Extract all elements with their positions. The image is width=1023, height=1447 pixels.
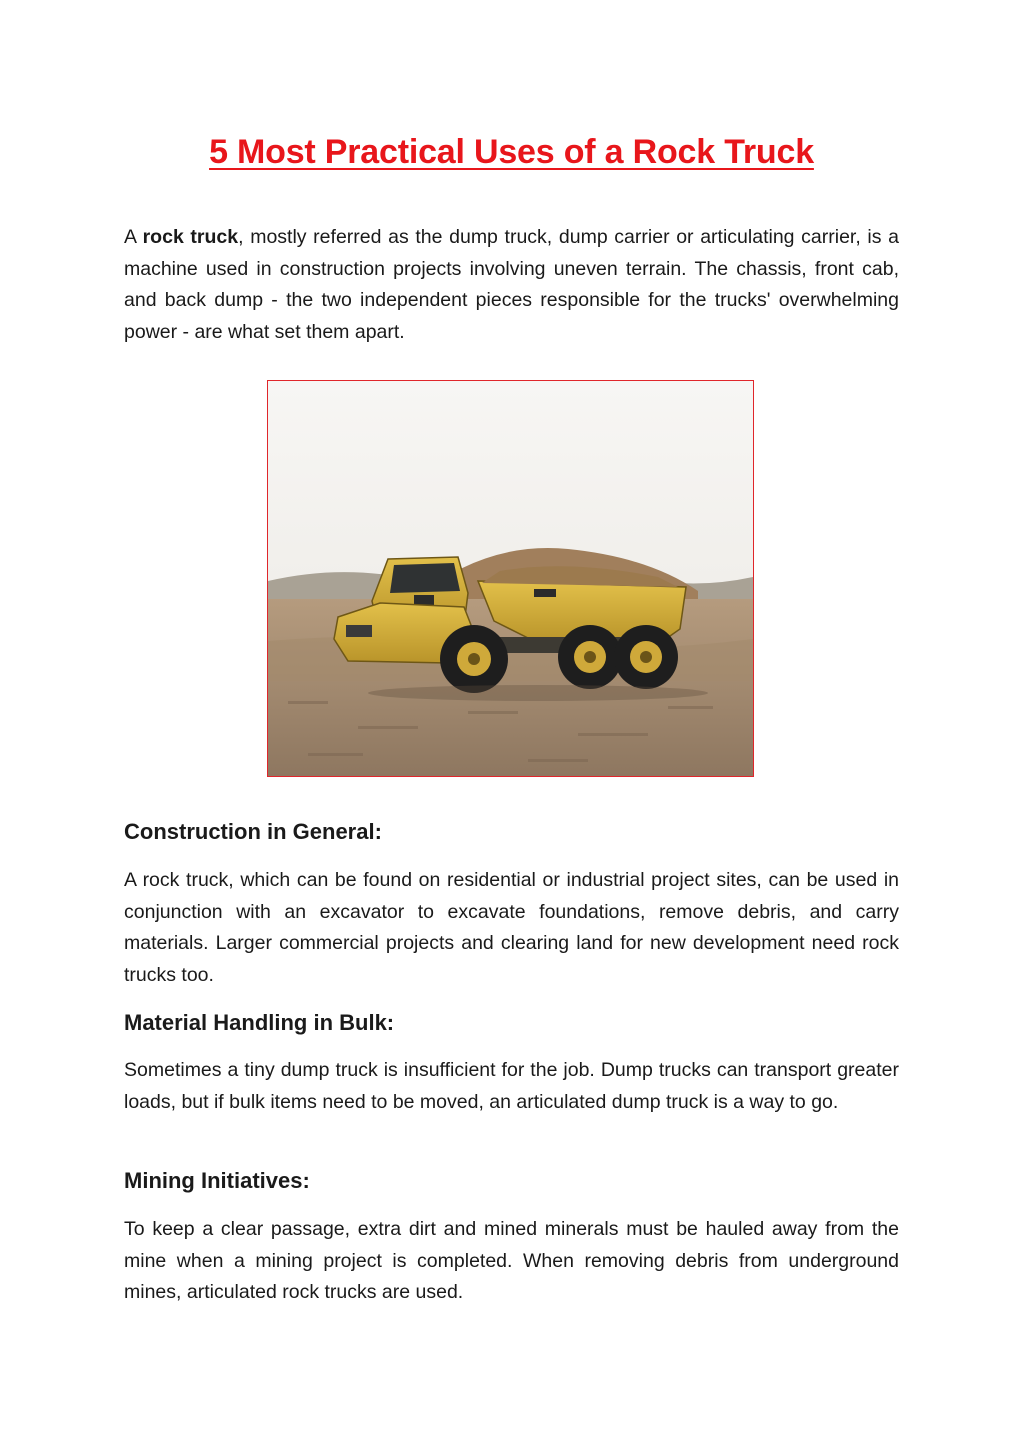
section-heading-construction: Construction in General: [124,819,382,844]
intro-rest: , mostly referred as the dump truck, dump carrier or articulating carrier, is a machine used in construction projects involving uneven terrain. The chassis, front cab, and back dump - the two independent pieces responsible for the trucks' overwhelming power - are what set them apart. [124,226,899,343]
section-heading-mining: Mining Initiatives: [124,1168,310,1193]
intro-bold-term: rock truck [142,226,239,248]
rock-truck-photo [267,380,754,777]
section-body-mining: To keep a clear passage, extra dirt and mined minerals must be hauled away from the mine when a mining project is completed. When removing debris from underground mines, articulated rock trucks are used. [124,1218,899,1303]
intro-paragraph [124,222,899,348]
section-body-construction: A rock truck, which can be found on residential or industrial project sites, can be used in conjunction with an excavator to excavate foundations, remove debris, and carry materials. Larger commercial projects and clearing land for new development need rock trucks too. [124,869,899,986]
document-title: 5 Most Practical Uses of a Rock Truck [209,133,814,171]
section-heading-material-handling: Material Handling in Bulk: [124,1010,395,1035]
intro-lead: A [124,226,143,248]
section-body-material-handling: Sometimes a tiny dump truck is insufficient for the job. Dump trucks can transport greater loads, but if bulk items need to be moved, an articulated dump truck is a way to go. [124,1059,899,1113]
